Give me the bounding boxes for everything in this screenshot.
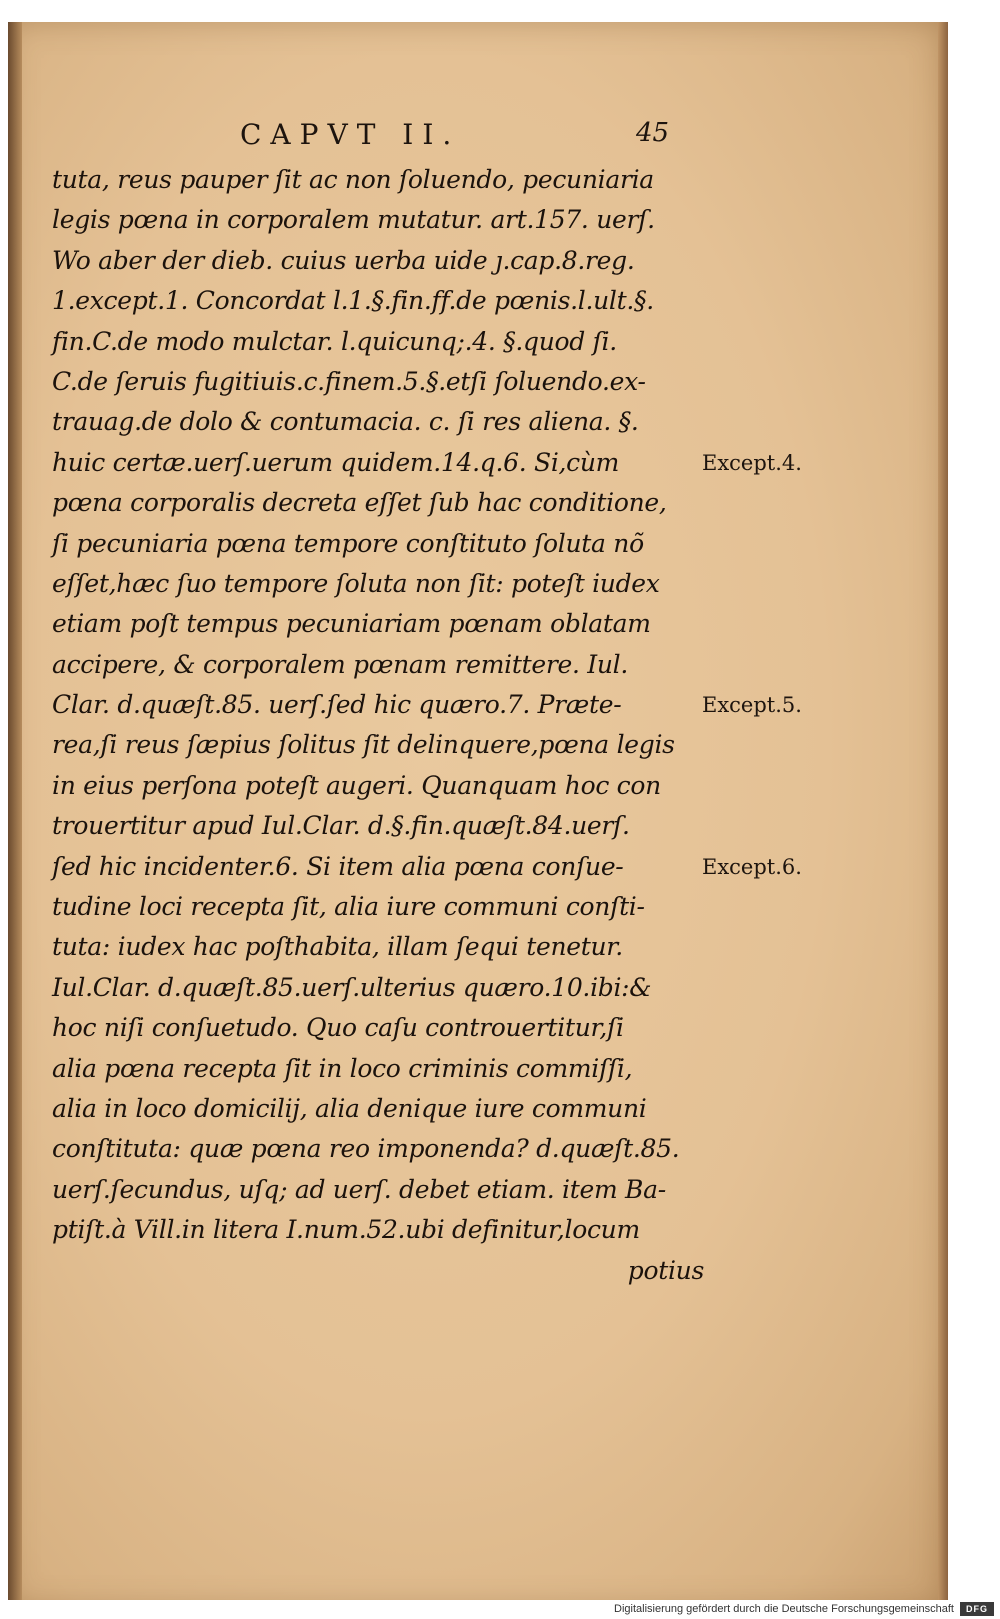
- text-line: trouertitur apud Iul.Clar. d.§.fin.quæſt.84.uerſ.: [52, 811, 630, 841]
- book-page: [8, 22, 948, 1608]
- text-line: Iul.Clar. d.quæſt.85.uerſ.ulterius quæro.10.ibi:&: [52, 972, 652, 1002]
- text-line: uerſ.ſecundus, uſq; ad uerſ. debet etiam. item Ba-: [52, 1174, 666, 1204]
- text-line: tuta, reus pauper ſit ac non ſoluendo, pecuniaria: [52, 165, 654, 194]
- text-line: ſed hic incidenter.6. Si item alia pœna conſue-: [52, 851, 624, 881]
- page-gutter: [8, 22, 22, 1608]
- text-line: tudine loci recepta ſit, alia iure communi conſti-: [52, 892, 645, 922]
- page-edge: [938, 22, 948, 1608]
- margin-note-except-4: Except.4.: [702, 450, 802, 475]
- margin-note-except-6: Except.6.: [702, 854, 802, 879]
- text-line: alia in loco domicilij, alia denique iure communi: [52, 1093, 647, 1123]
- text-line: conſtituta: quæ pœna reo imponenda? d.quæſt.85.: [52, 1134, 680, 1164]
- text-line: C.de ſeruis fugitiuis.c.finem.5.§.etſi ſoluendo.ex-: [52, 366, 646, 396]
- digitization-footer: [0, 1600, 1000, 1619]
- text-line: Wo aber der dieb. cuius uerba uide ȷ.cap.8.reg.: [52, 245, 635, 275]
- text-line: Clar. d.quæſt.85. uerſ.ſed hic quæro.7. Præte-: [52, 690, 622, 720]
- body-text: [52, 160, 712, 1291]
- text-line: huic certæ.uerſ.uerum quidem.14.q.6. Si,cùm: [52, 447, 620, 477]
- text-line: fin.C.de modo mulctar. l.quicunq;.4. §.quod ſi.: [52, 326, 617, 356]
- running-header: [8, 118, 708, 158]
- text-line: tuta: iudex hac poſthabita, illam ſequi tenetur.: [52, 932, 623, 962]
- text-line: ptiſt.à Vill.in litera I.num.52.ubi definitur,locum: [52, 1215, 640, 1245]
- dfg-logo: DFG: [960, 1602, 994, 1616]
- text-line: alia pœna recepta ſit in loco criminis commiſſi,: [52, 1053, 633, 1083]
- catchword: potius: [627, 1255, 704, 1285]
- text-line: hoc niſi conſuetudo. Quo caſu controuertitur,ſi: [52, 1013, 624, 1043]
- text-line: rea,ſi reus ſæpius ſolitus ſit delinquere,pœna legis: [52, 730, 675, 760]
- funding-credit: Digitalisierung gefördert durch die Deutsche Forschungsgemeinschaft: [614, 1603, 954, 1615]
- text-line: eſſet,hæc ſuo tempore ſoluta non ſit: poteſt iudex: [52, 568, 660, 598]
- chapter-title: CAPVT II.: [240, 118, 461, 151]
- text-line: accipere, & corporalem pœnam remittere. Iul.: [52, 649, 628, 679]
- text-line: etiam poſt tempus pecuniariam pœnam oblatam: [52, 609, 651, 639]
- text-line: 1.except.1. Concordat l.1.§.fin.ff.de pœnis.l.ult.§.: [52, 286, 654, 316]
- text-line: pœna corporalis decreta eſſet ſub hac conditione,: [52, 488, 667, 518]
- page-number: 45: [636, 118, 670, 148]
- text-line: ſi pecuniaria pœna tempore conſtituto ſoluta nõ: [52, 528, 644, 558]
- text-line: in eius perſona poteſt augeri. Quanquam hoc con: [52, 770, 661, 800]
- text-line: trauag.de dolo & contumacia. c. ſi res aliena. §.: [52, 407, 639, 437]
- text-line: legis pœna in corporalem mutatur. art.157. uerſ.: [52, 205, 655, 235]
- margin-note-except-5: Except.5.: [702, 693, 802, 718]
